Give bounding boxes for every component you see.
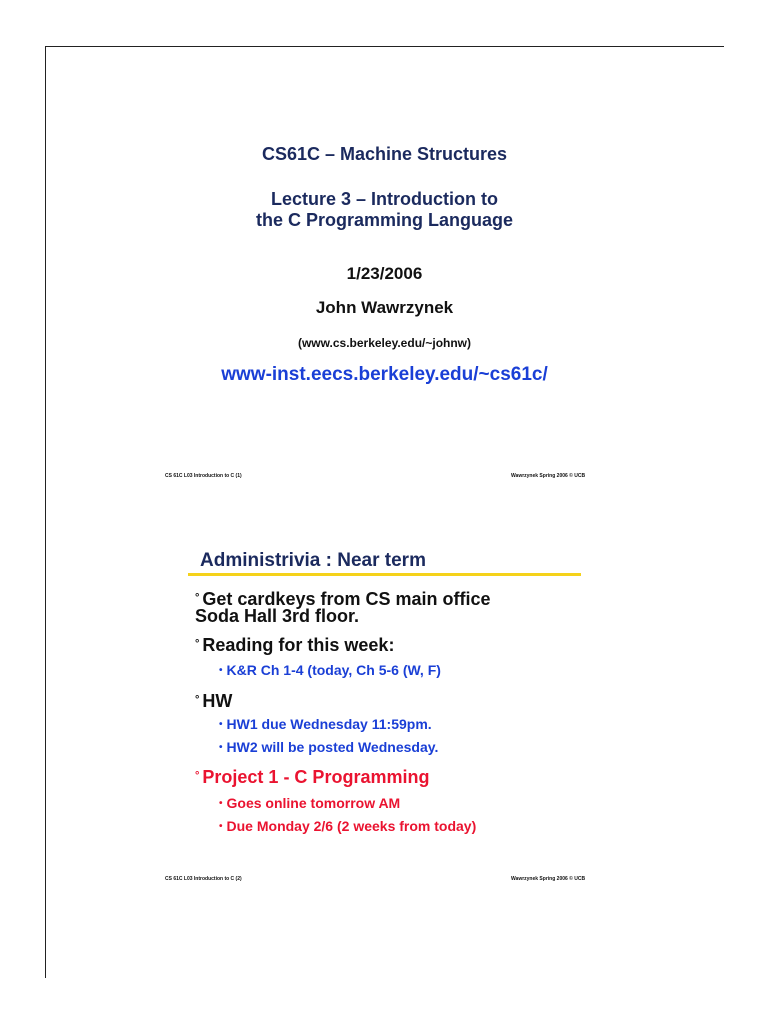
bullet-text: Project 1 - C Programming [202, 767, 430, 787]
page-border-left [45, 46, 46, 978]
sub-bullet-icon: • [219, 821, 223, 832]
course-title: CS61C – Machine Structures [261, 144, 508, 164]
degree-bullet-icon: ° [195, 638, 200, 650]
sub-bullet-icon: • [219, 665, 223, 676]
sub-bullet-text: Goes online tomorrow AM [226, 795, 401, 811]
course-url-link[interactable]: www-inst.eecs.berkeley.edu/~cs61c/ [221, 364, 548, 385]
lecture-date: 1/23/2006 [346, 264, 423, 283]
bullet-reading [195, 637, 394, 654]
bullet-hw [195, 693, 232, 710]
degree-bullet-icon: ° [195, 770, 200, 782]
bullet-cardkeys [195, 591, 491, 625]
sub-bullet-text: HW2 will be posted Wednesday. [226, 739, 439, 755]
sub-bullet-project-online [219, 795, 400, 811]
sub-bullet-text: K&R Ch 1-4 (today, Ch 5-6 (W, F) [226, 662, 441, 678]
author-name: John Wawrzynek [315, 298, 454, 317]
bullet-text: Reading for this week: [202, 635, 395, 655]
sub-bullet-hw2 [219, 739, 438, 755]
degree-bullet-icon: ° [195, 592, 200, 604]
bullet-project1 [195, 769, 429, 786]
sub-bullet-project-due [219, 818, 476, 834]
sub-bullet-icon: • [219, 742, 223, 753]
title-underline [188, 573, 581, 576]
author-homepage: (www.cs.berkeley.edu/~johnw) [297, 336, 472, 350]
slide-2-footer-left: CS 61C L03 Introduction to C (2) [165, 876, 242, 882]
degree-bullet-icon: ° [195, 694, 200, 706]
sub-bullet-text: Due Monday 2/6 (2 weeks from today) [226, 818, 477, 834]
slide-2-footer-right: Wawrzynek Spring 2006 © UCB [511, 876, 586, 882]
sub-bullet-hw1 [219, 716, 432, 732]
lecture-title-line2: the C Programming Language [255, 210, 514, 230]
slide-1-footer-left: CS 61C L03 Introduction to C (1) [165, 473, 242, 479]
sub-bullet-reading-kr [219, 662, 441, 678]
bullet-text: HW [202, 691, 233, 711]
sub-bullet-icon: • [219, 798, 223, 809]
slide-title: Administrivia : Near term [200, 550, 426, 571]
bullet-text: Get cardkeys from CS main office [202, 589, 491, 609]
lecture-title-line1: Lecture 3 – Introduction to [270, 189, 498, 209]
sub-bullet-text: HW1 due Wednesday 11:59pm. [226, 716, 432, 732]
sub-bullet-icon: • [219, 719, 223, 730]
bullet-text-continued: Soda Hall 3rd floor. [195, 606, 360, 626]
slide-1-footer-right: Wawrzynek Spring 2006 © UCB [511, 473, 586, 479]
page-border-top [45, 46, 724, 47]
lecture-title [45, 189, 724, 231]
